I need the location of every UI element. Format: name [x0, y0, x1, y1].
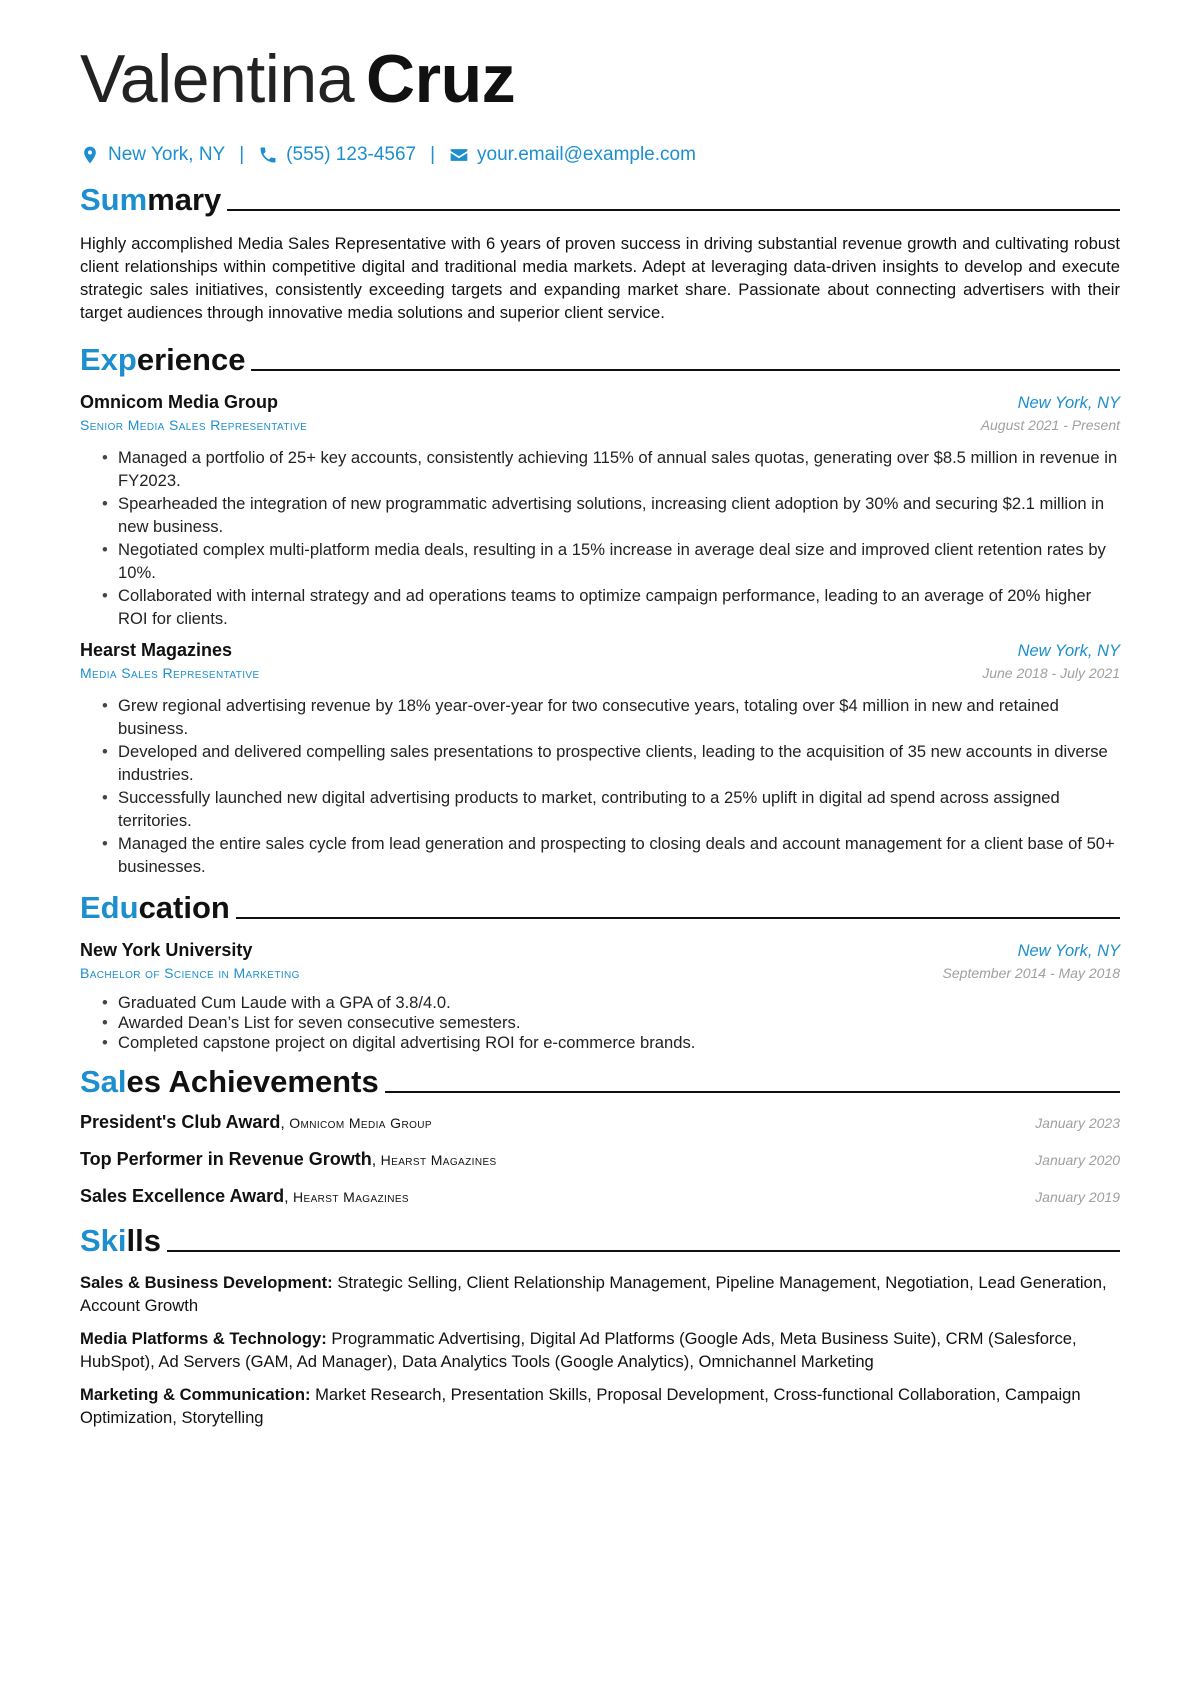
section-title-summary — [80, 178, 1120, 218]
bullet-item: • Graduated Cum Laude with a GPA of 3.8/4.0. — [118, 993, 1120, 1012]
bullet-item: • Managed the entire sales cycle from lead generation and prospecting to closing deals and account management for a client base of 50+ businesses. — [118, 833, 1120, 878]
contact-email[interactable] — [449, 144, 696, 166]
job-title: Senior Media Sales Representative — [80, 417, 308, 433]
bullet-item: • Collaborated with internal strategy and ad operations teams to optimize campaign performance, leading to an average of 20% higher ROI for clients. — [118, 585, 1120, 630]
achievement-item: Top Performer in Revenue Growth, Hearst Magazines January 2020 — [80, 1149, 1120, 1169]
achievement-title: Sales Excellence Award — [80, 1186, 285, 1206]
school-location: New York, NY — [1017, 942, 1120, 960]
section-divider — [167, 1250, 1120, 1252]
contact-phone[interactable] — [258, 144, 416, 166]
achievement-org: Hearst Magazines — [293, 1189, 409, 1205]
achievement-date: January 2023 — [1035, 1115, 1120, 1131]
resume-content — [80, 38, 1120, 1429]
school-name: New York University — [80, 940, 253, 960]
job-bullets — [80, 447, 1120, 630]
bullet-item: • Completed capstone project on digital advertising ROI for e-commerce brands. — [118, 1033, 1120, 1052]
skill-category: Marketing & Communication: — [80, 1385, 311, 1404]
achievement-title: Top Performer in Revenue Growth — [80, 1149, 372, 1169]
bullet-item: • Grew regional advertising revenue by 18% year-over-year for two consecutive years, totaling over $4 million in new and retained business. — [118, 695, 1120, 740]
bullet-item: • Developed and delivered compelling sales presentations to prospective clients, leading to the acquisition of 35 new accounts in diverse industries. — [118, 741, 1120, 786]
skill-list: Strategic Selling, Client Relationship Management, Pipeline Management, Negotiation, Lead Generation, Account Growth — [80, 1273, 1107, 1315]
section-heading: Skills — [80, 1223, 161, 1258]
company-name: Hearst Magazines — [80, 640, 233, 660]
phone-icon — [258, 145, 278, 165]
achievement-org: Omnicom Media Group — [289, 1115, 432, 1131]
map-pin-icon — [80, 145, 100, 165]
phone-text: (555) 123-4567 — [286, 144, 417, 165]
skill-list: Market Research, Presentation Skills, Proposal Development, Cross-functional Collaboration, Campaign Optimization, Storytelling — [80, 1385, 1081, 1427]
section-heading: Education — [80, 890, 230, 925]
job-entry — [80, 640, 1120, 878]
section-divider — [385, 1091, 1120, 1093]
section-heading: Summary — [80, 182, 222, 217]
section-divider — [227, 209, 1120, 211]
skill-group — [80, 1383, 1120, 1429]
bullet-item: • Successfully launched new digital advertising products to market, contributing to a 25% uplift in digital ad spend across assigned territories. — [118, 787, 1120, 832]
skill-category: Sales & Business Development: — [80, 1273, 333, 1292]
education-dates: September 2014 - May 2018 — [942, 965, 1120, 981]
achievement-org: Hearst Magazines — [380, 1152, 497, 1168]
bullet-item: • Awarded Dean’s List for seven consecutive semesters. — [118, 1013, 1120, 1032]
bullet-item: • Spearheaded the integration of new programmatic advertising solutions, increasing client adoption by 30% and securing $2.1 million in new business. — [118, 493, 1120, 538]
first-name: Valentina — [80, 41, 355, 117]
education-bullets — [80, 993, 1120, 1052]
section-divider — [251, 369, 1120, 371]
section-title-skills — [80, 1219, 1120, 1259]
last-name: Cruz — [366, 41, 516, 117]
degree-title: Bachelor of Science in Marketing — [80, 965, 300, 981]
envelope-icon — [449, 145, 469, 165]
job-location: New York, NY — [1017, 642, 1120, 660]
achievement-item: President's Club Award, Omnicom Media Group January 2023 — [80, 1112, 1120, 1132]
email-link[interactable]: your.email@example.com — [477, 144, 696, 165]
achievement-date: January 2019 — [1035, 1189, 1120, 1205]
summary-text: Highly accomplished Media Sales Representative with 6 years of proven success in driving substantial revenue growth and cultivating robust client relationships within competitive digital and traditional media markets. Adept at leveraging data-driven insights to develop and execute strategic sales initiatives, consistently exceeding targets and expanding market share. Passionate about connecting advertisers with their target audiences through innovative media solutions and superior client service. — [80, 234, 1120, 322]
section-divider — [236, 917, 1120, 919]
job-dates: August 2021 - Present — [980, 417, 1120, 433]
contact-separator: | — [239, 144, 245, 165]
job-bullets — [80, 695, 1120, 878]
bullet-item: • Managed a portfolio of 25+ key accounts, consistently achieving 115% of annual sales quotas, generating over $8.5 million in revenue in FY2023. — [118, 447, 1120, 492]
section-title-education — [80, 886, 1120, 926]
contact-separator: | — [430, 144, 436, 165]
skill-group — [80, 1271, 1120, 1317]
section-title-experience — [80, 338, 1120, 378]
achievement-date: January 2020 — [1035, 1152, 1120, 1168]
job-entry — [80, 392, 1120, 630]
contact-bar — [80, 142, 1120, 168]
candidate-name — [80, 38, 1120, 120]
job-title: Media Sales Representative — [80, 665, 260, 681]
achievement-title: President's Club Award — [80, 1112, 281, 1132]
location-text: New York, NY — [108, 144, 226, 165]
section-heading: Sales Achievements — [80, 1064, 379, 1099]
skill-list: Programmatic Advertising, Digital Ad Platforms (Google Ads, Meta Business Suite), CRM (Salesforce, HubSpot), Ad Servers (GAM, Ad Manager), Data Analytics Tools (Google Analytics), Omnichannel Marketing — [80, 1329, 1077, 1371]
job-dates: June 2018 - July 2021 — [982, 665, 1120, 681]
contact-location — [80, 144, 225, 166]
job-location: New York, NY — [1017, 394, 1120, 412]
skill-group — [80, 1327, 1120, 1373]
company-name: Omnicom Media Group — [80, 392, 279, 412]
section-title-achievements — [80, 1060, 1120, 1100]
skill-category: Media Platforms & Technology: — [80, 1329, 327, 1348]
achievement-item: Sales Excellence Award, Hearst Magazines January 2019 — [80, 1186, 1120, 1206]
education-entry — [80, 940, 1120, 1052]
bullet-item: • Negotiated complex multi-platform media deals, resulting in a 15% increase in average deal size and improved client retention rates by 10%. — [118, 539, 1120, 584]
section-heading: Experience — [80, 342, 246, 377]
